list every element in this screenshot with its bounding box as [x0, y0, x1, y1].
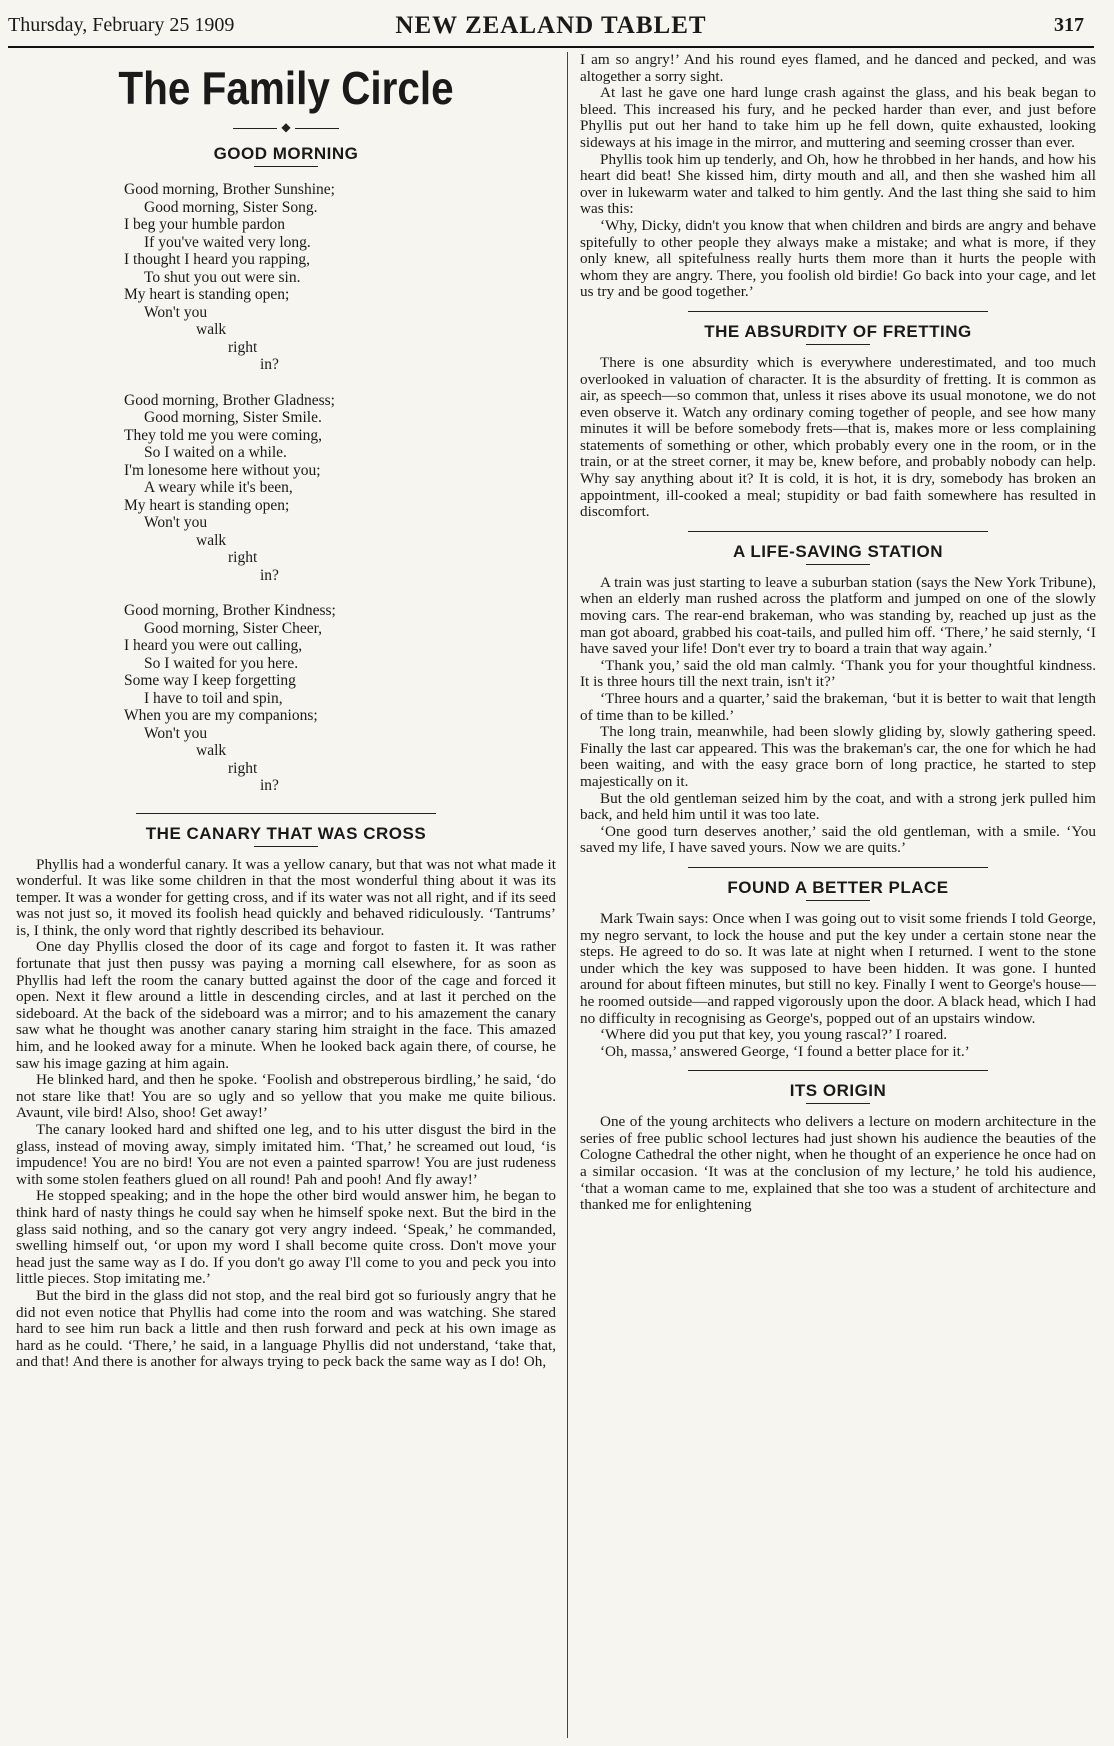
poem-line: A weary while it's been, [144, 479, 293, 496]
poem-line: My heart is standing open; [124, 286, 290, 303]
canary-heading: THE CANARY THAT WAS CROSS [145, 823, 427, 843]
poem-stanza-2 [16, 392, 556, 585]
poem-line: I heard you were out calling, [124, 637, 303, 654]
newspaper-title: NEW ZEALAND TABLET [395, 12, 707, 39]
masthead-rule [8, 46, 1094, 48]
poem-line: To shut you out were sin. [144, 268, 301, 286]
canary-continued-paragraph: I am so angry!’ And his round eyes flamed, and he danced and pecked, and was altogether a sorry sight. [580, 52, 1096, 85]
poem-line: I have to toil and spin, [144, 689, 283, 707]
canary-paragraph: One day Phyllis closed the door of its cage and forgot to fasten it. It was rather fortunate that just then pussy was paying a morning call elsewhere, for as soon as Phyllis had left the room the canary butted against the door of the cage and forced it open. Next it flew around a little in descending circles, and at last it perched on the sideboard. At the back of the sideboard was a mirror; and to his amazement the canary saw what he thought was another canary staring him straight in the face. This amazed him, and he looked away for a minute. When he looked back again there, of course, he saw his image gazing at him again. [16, 938, 556, 1072]
poem-line: Good morning, Sister Smile. [144, 409, 322, 426]
masthead [8, 6, 1094, 46]
poem-line: walk [196, 321, 227, 338]
poem-line: Some way I keep forgetting [124, 672, 296, 689]
column-divider [567, 52, 568, 1738]
poem-line: in? [260, 777, 279, 794]
section-rule [688, 531, 988, 532]
poem-line: I beg your humble pardon [124, 216, 285, 233]
origin-paragraph: One of the young architects who delivers a lecture on modern architecture in the series of free public school lectures had just shown his audience the beauties of the Cologne Cathedral the other night, when he thought of an experience he once had on a similar occasion. ‘It was at the conclusion of my lecture,’ he told his audience, ‘that a woman came to me, explained that she too was a student of architecture and thanked me for enlightening [580, 1113, 1096, 1214]
better-place-heading: FOUND A BETTER PLACE [727, 877, 949, 897]
poem-line: Good morning, Sister Cheer, [144, 619, 323, 637]
poem-line: My heart is standing open; [124, 496, 290, 514]
section-rule [136, 813, 436, 814]
poem-stanza-1 [16, 181, 556, 374]
heading-rule [806, 900, 870, 901]
poem-line: Good morning, Brother Gladness; [124, 391, 335, 409]
poem-line: in? [260, 356, 279, 373]
poem-line: Good morning, Brother Kindness; [124, 602, 336, 619]
station-paragraph: ‘One good turn deserves another,’ said the old gentleman, with a smile. ‘You saved my life, I have saved yours. Now we are quits.’ [580, 822, 1096, 857]
heading-rule [806, 1103, 870, 1104]
canary-continued-paragraph: ‘Why, Dicky, didn't you know that when children and birds are angry and behave spitefully to other people they always make a mistake; and what is more, if they only knew, all spitefulness really hurts them more than it hurts the people with whom they are angry. There, you foolish old birdie! Go back into your cage, and let us try and be good together.’ [580, 216, 1096, 301]
canary-continued-paragraph: Phyllis took him up tenderly, and Oh, how he throbbed in her hands, and how his heart did beat! She kissed him, dirty mouth and all, and then she washed him all over in lukewarm water and talked to him gently. And the last thing she said to him was this: [580, 150, 1096, 218]
canary-paragraph: He stopped speaking; and in the hope the other bird would answer him, he began to think hard of nasty things he could say when he himself spoke next. But the bird in the glass said nothing, and so the canary got very angry indeed. ‘Speak,’ he commanded, swelling himself out, ‘or upon my word I shall become quite cross. Don't move your head just the same way as I do. If you don't go away I'll come to you and peck you into little pieces. Stop imitating me.’ [16, 1187, 556, 1288]
poem-stanza-3 [16, 602, 556, 795]
section-title: The Family Circle [118, 62, 454, 114]
poem-line: Good morning, Brother Sunshine; [124, 181, 335, 198]
poem-line: Won't you [144, 514, 208, 531]
poem-line: So I waited for you here. [144, 654, 299, 672]
its-origin-heading: ITS ORIGIN [789, 1081, 887, 1101]
better-place-paragraph: ‘Oh, massa,’ answered George, ‘I found a better place for it.’ [600, 1042, 970, 1060]
canary-paragraph: Phyllis had a wonderful canary. It was a yellow canary, but that was not what made it wonderful. It was like some children in that the most wonderful thing about it was its temper. It was a wonder for getting cross, and if its water was not all right, and if its seed was not just so, it moved its foolish head quickly and behaved ridiculously. ‘Tantrums’ is, I think, the only word that rightly described its behaviour. [16, 855, 556, 939]
heading-rule [806, 564, 870, 565]
section-rule [688, 1070, 988, 1071]
poem-line: right [228, 759, 258, 777]
poem-line: Good morning, Sister Song. [144, 198, 318, 216]
canary-paragraph: But the bird in the glass did not stop, and the real bird got so furiously angry that he did not even notice that Phyllis had come into the room and was watching. She stared hard to see him run back a little and then rush forward and peck at his own image as hard as he could. ‘There,’ he said, in a language Phyllis did not understand, ‘take that, and that! And there is another for always trying to peck back the same way as I do! Oh, [16, 1286, 556, 1371]
poem-line: I'm lonesome here without you; [124, 461, 321, 479]
good-morning-heading: GOOD MORNING [213, 144, 359, 163]
right-column [580, 52, 1096, 1738]
life-saving-station-heading: A LIFE-SAVING STATION [732, 541, 944, 561]
station-paragraph: ‘Thank you,’ said the old man calmly. ‘Thank you for your thoughtful kindness. It is three hours till the next train, isn't it?’ [580, 656, 1096, 691]
fretting-paragraph: There is one absurdity which is everywhere underestimated, and too much overlooked in valuation of character. It is the absurdity of fretting. It is common as air, as speech—so common that, unless it rises above its usual monotone, we do not even observe it. Watch any ordinary coming together of people, and see how many minutes it will be before somebody frets—that is, makes more or less complaining statements of something or other, which probably every one in the room, or in the train, or at the street corner, it may be, knew before, and probably nobody can help. Why say anything about it? It is cold, it is hot, it is dry, somebody has broken an appointment, ill-cooked a meal; stupidity or bad faith somewhere has resulted in discomfort. [580, 353, 1096, 521]
heading-rule [254, 846, 318, 847]
poem-line: walk [196, 531, 227, 549]
station-paragraph: ‘Three hours and a quarter,’ said the brakeman, ‘but it is better to wait that length of time than to be killed.’ [580, 690, 1096, 724]
left-column [16, 52, 556, 1738]
section-rule [688, 867, 988, 868]
canary-paragraph: He blinked hard, and then he spoke. ‘Foolish and obstreperous birdling,’ he said, ‘do not stare like that! You are so ugly and so yellow that you make me quite bilious. Avaunt, vile bird! Also, shoo! Get away!’ [16, 1071, 556, 1122]
poem-line: If you've waited very long. [144, 233, 311, 251]
better-place-paragraph: ‘Where did you put that key, you young rascal?’ I roared. [600, 1026, 948, 1044]
poem-line: right [228, 549, 258, 566]
fretting-heading: THE ABSURDITY OF FRETTING [704, 321, 972, 341]
poem-line: Won't you [144, 724, 208, 742]
issue-date: Thursday, February 25 1909 [8, 14, 235, 36]
station-paragraph: But the old gentleman seized him by the coat, and with a strong jerk pulled him back, and held him until it was too late. [580, 789, 1096, 824]
heading-rule [254, 166, 318, 167]
poem-line: Won't you [144, 303, 208, 321]
poem-line: When you are my companions; [124, 707, 318, 724]
canary-continued-paragraph: At last he gave one hard lunge crash against the glass, and his beak began to bleed. This increased his fury, and he pecked harder than ever, and just before Phyllis put out her hand to take him up he fell down, quite exhausted, looking sideways at his image in the mirror, and muttering and seeming crosser than ever. [580, 84, 1096, 151]
diamond-ornament-icon: ◆ [16, 120, 556, 134]
poem-line: They told me you were coming, [124, 426, 323, 444]
station-paragraph: A train was just starting to leave a suburban station (says the New York Tribune), when an elderly man rushed across the platform and jumped on one of the slowly moving cars. The rear-end brakeman, who was standing by, reached up just as the man got aboard, grabbed his coat-tails, and pulled him off. ‘There,’ he said sternly, ‘I have saved your life! Don't ever try to board a train that way again.’ [580, 573, 1096, 658]
poem-line: right [228, 338, 258, 356]
poem-line: in? [260, 566, 279, 584]
poem-line: So I waited on a while. [144, 444, 287, 461]
section-rule [688, 311, 988, 312]
heading-rule [806, 344, 870, 345]
station-paragraph: The long train, meanwhile, had been slowly gliding by, slowly gathering speed. Finally the last car appeared. This was the brakeman's car, the one for which he had been waiting, and with the easy grace born of long practice, he started to step majestically on it. [580, 723, 1096, 790]
good-morning-poem [16, 181, 556, 795]
page-number: 317 [1054, 14, 1084, 36]
poem-line: I thought I heard you rapping, [124, 251, 310, 268]
better-place-paragraph: Mark Twain says: Once when I was going out to visit some friends I told George, my negro servant, to lock the house and put the key under a certain stone near the steps. He agreed to do so. It was late at night when I returned. I went to the stone under which the key was supposed to have been hidden. It was gone. I hunted around for about fifteen minutes, but still no key. Finally I went to George's house—he roomed outside—and rapped vigorously upon the door. A black head, which I had no difficulty in recognising as George's, popped out of an upstairs window. [580, 909, 1096, 1027]
poem-line: walk [196, 742, 227, 759]
canary-paragraph: The canary looked hard and shifted one leg, and to his utter disgust the bird in the glass, instead of moving away, simply imitated him. ‘That,’ he screamed out loud, ‘is impudence! You are no bird! You are not even a painted sparrow! You are just rudeness with some stolen feathers glued on all round! Pah and pooh! And fly away!’ [16, 1121, 556, 1188]
